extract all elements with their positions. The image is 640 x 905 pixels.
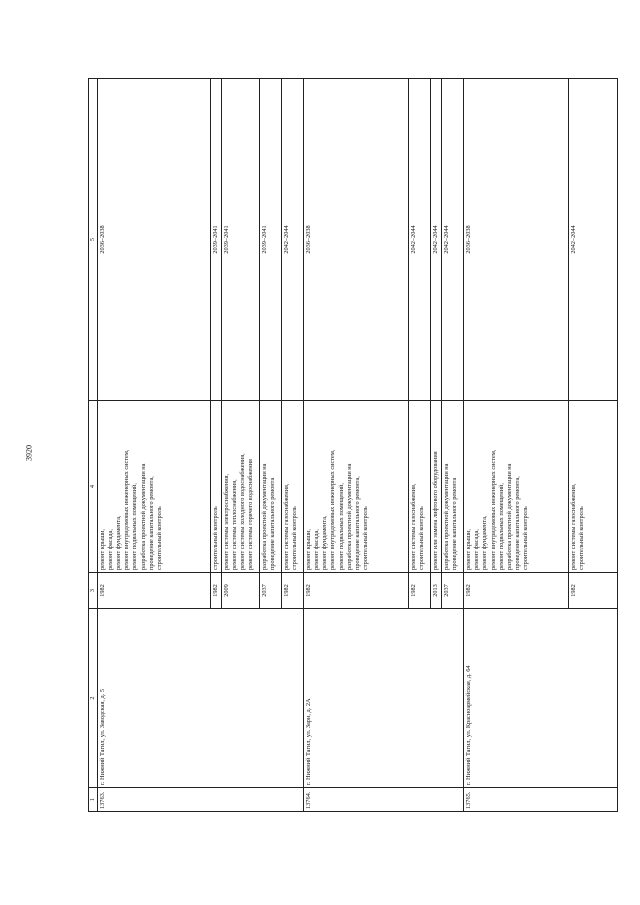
object-number-cell: 13765. xyxy=(464,788,618,812)
period-cell: 2039–2041 xyxy=(260,79,282,401)
work-item: ремонт или замена лифтового оборудования xyxy=(432,451,440,570)
work-item: ремонт системы газоснабжения, xyxy=(410,483,418,570)
work-item: ремонт подвальных помещений, xyxy=(131,483,139,570)
work-item: строительный контроль xyxy=(212,506,220,570)
period-cell: 2039–2041 xyxy=(222,79,260,401)
works-cell xyxy=(98,401,211,573)
works-cell xyxy=(222,401,260,573)
year-cell: 1982 xyxy=(304,573,409,609)
period-cell: 2036–2038 xyxy=(98,79,211,401)
work-item: строительный контроль xyxy=(361,506,369,570)
address-cell: г. Нижний Тагил, ул. Заводская, д. 5 xyxy=(98,609,304,788)
work-item: ремонт подвальных помещений, xyxy=(337,483,345,570)
works-cell xyxy=(431,401,442,573)
year-cell: 1982 xyxy=(464,573,569,609)
header-row xyxy=(89,79,98,812)
work-item: проведение капитального ремонта, xyxy=(513,476,521,570)
table-row xyxy=(98,79,211,812)
work-item: строительный контроль xyxy=(155,506,163,570)
work-item: ремонт системы газоснабжения, xyxy=(283,483,291,570)
address-cell: г. Нижний Тагил, ул. Зари, д. 2А xyxy=(304,609,464,788)
work-item: ремонт фасада, xyxy=(473,529,481,570)
year-cell: 2037 xyxy=(260,573,282,609)
works-cell xyxy=(442,401,464,573)
page-number-box xyxy=(20,444,38,462)
work-item: проведение капитального ремонта, xyxy=(353,476,361,570)
work-item: ремонт фундамента, xyxy=(115,515,123,570)
work-item: ремонт подвальных помещений, xyxy=(497,483,505,570)
work-item: строительный контроль xyxy=(291,506,299,570)
work-item: ремонт крыши, xyxy=(305,528,313,570)
table-body xyxy=(98,79,618,812)
works-cell xyxy=(304,401,409,573)
work-item: ремонт крыши, xyxy=(465,528,473,570)
works-cell xyxy=(260,401,282,573)
rotated-table-container xyxy=(88,79,586,812)
work-item: ремонт системы холодного водоснабжения, xyxy=(239,453,247,570)
works-cell xyxy=(569,401,618,573)
work-item: ремонт внутридомовых инженерных систем, xyxy=(123,449,131,570)
header-cell-4: 4 xyxy=(89,401,98,573)
page-number: 3920 xyxy=(24,445,34,461)
period-cell: 2042–2044 xyxy=(431,79,442,401)
period-cell: 2036–2038 xyxy=(464,79,569,401)
work-item: ремонт фундамента, xyxy=(481,515,489,570)
works-cell xyxy=(409,401,431,573)
table-row xyxy=(464,79,569,812)
header-cell-3: 3 xyxy=(89,573,98,609)
work-item: разработка проектной документации на xyxy=(505,463,513,570)
work-item: строительный контроль xyxy=(578,506,586,570)
address-cell: г. Нижний Тагил, ул. Красноармейская, д. 64 xyxy=(464,609,618,788)
work-item: строительный контроль xyxy=(521,506,529,570)
work-item: проведение капитального ремонта xyxy=(451,477,459,570)
work-item: разработка проектной документации на xyxy=(139,463,147,570)
header-cell-5: 5 xyxy=(89,79,98,401)
work-item: ремонт фасада, xyxy=(107,529,115,570)
work-item: ремонт фасада, xyxy=(313,529,321,570)
object-number-cell: 13764. xyxy=(304,788,464,812)
year-cell: 2013 xyxy=(431,573,442,609)
work-item: разработка проектной документации на xyxy=(345,463,353,570)
period-cell: 2039–2041 xyxy=(211,79,222,401)
work-item: строительный контроль xyxy=(418,506,426,570)
period-cell: 2036–2038 xyxy=(304,79,409,401)
year-cell: 1982 xyxy=(282,573,304,609)
work-item: проведение капитального ремонта, xyxy=(147,476,155,570)
period-cell: 2042–2044 xyxy=(409,79,431,401)
year-cell: 2037 xyxy=(442,573,464,609)
work-item: ремонт системы газоснабжения, xyxy=(570,483,578,570)
work-item: ремонт внутридомовых инженерных систем, xyxy=(329,449,337,570)
work-item: разработка проектной документации на xyxy=(443,463,451,570)
works-cell xyxy=(211,401,222,573)
work-item: ремонт системы теплоснабжения, xyxy=(231,479,239,570)
capital-repair-table xyxy=(88,78,618,812)
year-cell: 1982 xyxy=(569,573,618,609)
work-item: ремонт крыши, xyxy=(99,528,107,570)
header-cell-1: 1 xyxy=(89,788,98,812)
object-number-cell: 13763. xyxy=(98,788,304,812)
work-item: разработка проектной документации на xyxy=(261,463,269,570)
works-cell xyxy=(464,401,569,573)
year-cell: 2009 xyxy=(222,573,260,609)
year-cell: 1982 xyxy=(211,573,222,609)
work-item: ремонт внутридомовых инженерных систем, xyxy=(489,449,497,570)
table-row xyxy=(304,79,409,812)
work-item: ремонт системы горячего водоснабжения xyxy=(247,459,255,570)
works-cell xyxy=(282,401,304,573)
header-cell-2: 2 xyxy=(89,609,98,788)
work-item: ремонт фундамента, xyxy=(321,515,329,570)
work-item: ремонт системы электроснабжения, xyxy=(223,473,231,570)
year-cell: 1982 xyxy=(98,573,211,609)
work-item: проведение капитального ремонта xyxy=(269,477,277,570)
period-cell: 2042–2044 xyxy=(569,79,618,401)
period-cell: 2042–2044 xyxy=(282,79,304,401)
year-cell: 1982 xyxy=(409,573,431,609)
period-cell: 2042–2044 xyxy=(442,79,464,401)
